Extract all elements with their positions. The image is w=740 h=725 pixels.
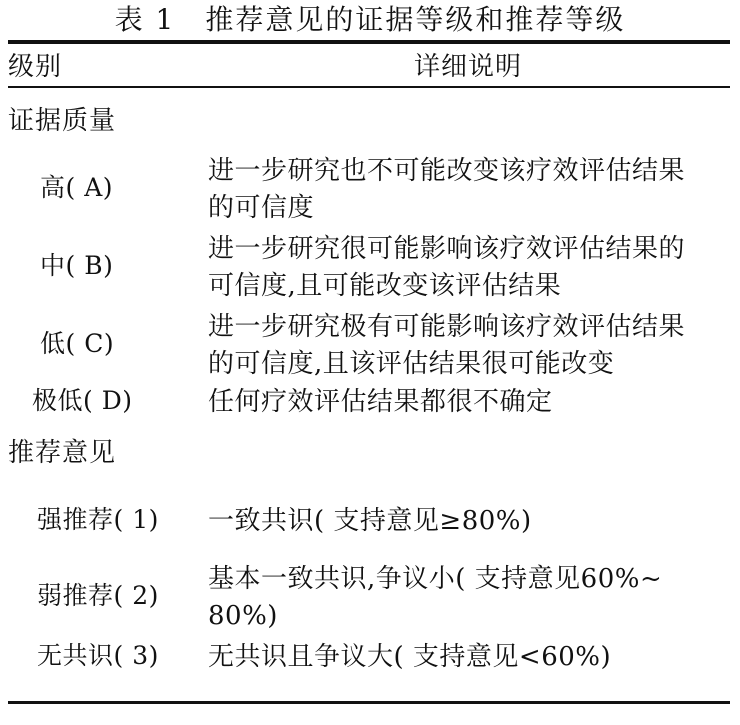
row-label-medium-b: 中( B) (40, 251, 114, 280)
description-line: 任何疗效评估结果都很不确定 (208, 387, 553, 417)
row-label-high-a: 高( A) (40, 173, 114, 202)
description-line: 可信度,且可能改变该评估结果 (208, 271, 562, 301)
description-line: 的可信度,且该评估结果很可能改变 (208, 349, 615, 379)
row-description-weak-2 (208, 561, 728, 635)
description-line: 80%) (208, 601, 278, 631)
column-header-level: 级别 (8, 52, 63, 82)
row-label-weak-2: 弱推荐( 2) (37, 581, 159, 610)
row-label-noconsensus-3: 无共识( 3) (37, 641, 159, 670)
table-header-row (8, 50, 730, 86)
table-top-rule (8, 40, 730, 44)
row-description-medium-b (208, 231, 728, 305)
section-heading-evidence-quality: 证据质量 (8, 106, 117, 136)
row-description-verylow-d (208, 384, 728, 421)
table-caption: 表 1 推荐意见的证据等级和推荐等级 (114, 3, 626, 36)
column-header-detail: 详细说明 (413, 52, 522, 82)
description-line: 进一步研究极有可能影响该疗效评估结果 (208, 312, 686, 342)
row-description-noconsensus-3 (208, 639, 728, 676)
description-line: 进一步研究很可能影响该疗效评估结果的 (208, 234, 686, 264)
section-heading-recommendation: 推荐意见 (8, 438, 117, 468)
row-label-strong-1: 强推荐( 1) (37, 505, 159, 534)
description-line: 的可信度 (208, 193, 315, 223)
row-description-strong-1 (208, 503, 728, 540)
description-line: 基本一致共识,争议小( 支持意见60%~ (208, 564, 663, 594)
description-line: 一致共识( 支持意见≥80%) (208, 506, 532, 536)
description-line: 进一步研究也不可能改变该疗效评估结果 (208, 156, 686, 186)
table-bottom-rule (8, 701, 730, 704)
description-line: 无共识且争议大( 支持意见<60%) (208, 642, 612, 672)
table-body (0, 88, 740, 701)
row-label-low-c: 低( C) (40, 329, 115, 358)
row-description-high-a (208, 153, 728, 227)
row-label-verylow-d: 极低( D) (32, 386, 133, 415)
row-description-low-c (208, 309, 728, 383)
